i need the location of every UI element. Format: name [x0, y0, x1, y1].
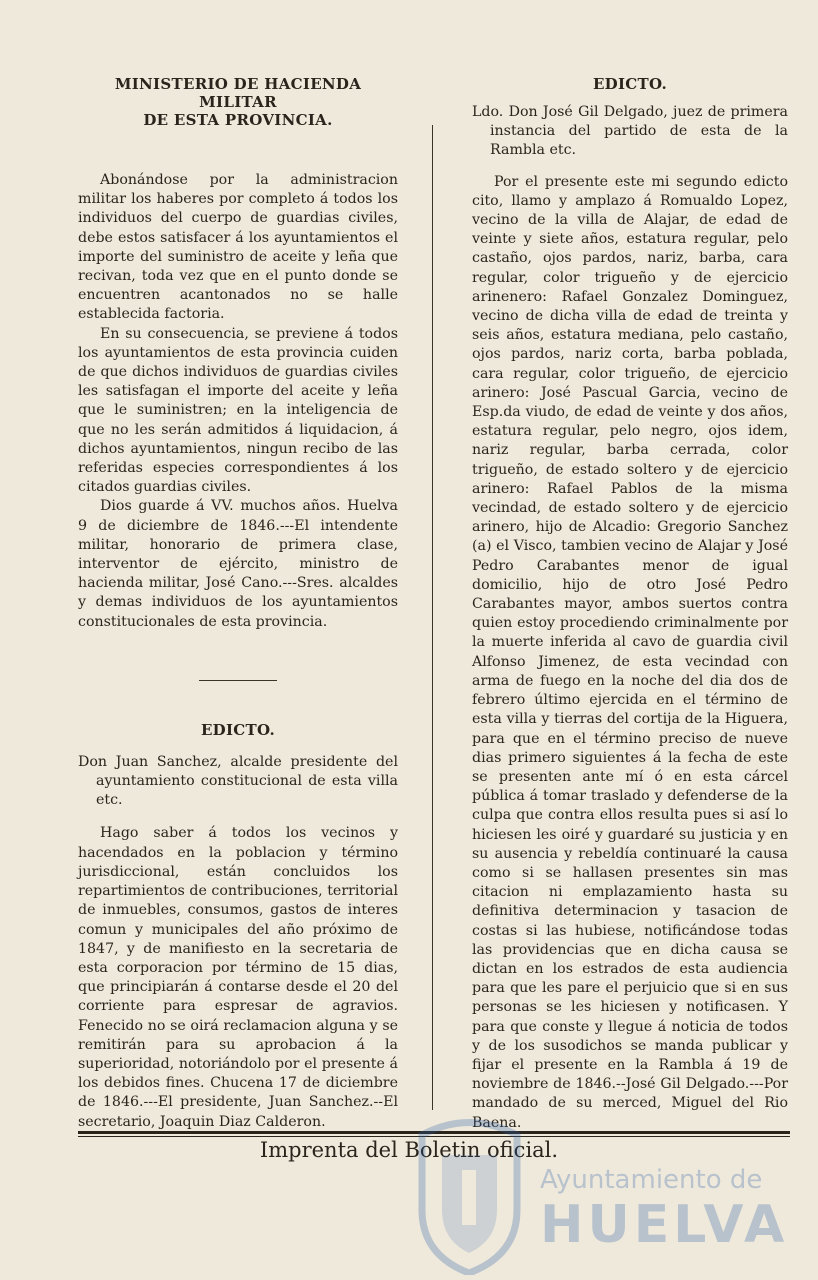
right-column [472, 75, 788, 1133]
ministry-heading-line2: DE ESTA PROVINCIA. [143, 111, 333, 129]
printer-imprint: Imprenta del Boletin oficial. [259, 1138, 559, 1162]
watermark-line2: HUELVA [540, 1195, 789, 1255]
edicto-title-right: EDICTO. [592, 75, 668, 93]
edicto-header-left: Don Juan Sanchez, alcalde presidente del ayuntamiento constitucional de esta villa etc. [78, 753, 398, 809]
edicto-body-right: Por el presente este mi segundo edicto cito, llamo y amplazo á Romualdo Lopez, vecino de la villa de Alajar, de edad de veinte y siete años, estatura regular, pelo castaño, ojos pardos, nariz, barba, cara regular, color trigueño y de ejercicio arinenero: Rafael Gonzalez Dominguez, vecino de dicha villa de edad de treinta y seis años, estatura mediana, pelo castaño, ojos pardos, nariz corta, barba poblada, cara regular, color trigueño, de ejercicio arinero: José Pascual Garcia, vecino de Esp.da viudo, de edad de veinte y dos años, estatura regular, pelo negro, ojos idem, nariz regular, barba cerrada, color trigueño, de estado soltero y de ejercicio arinero: Rafael Pablos de la misma vecindad, de estado soltero y de ejercicio arinero, hijo de Alcadio: Gregorio Sanchez (a) el Visco, tambien vecino de Alajar y José Pedro Carabantes menor de igual domicilio, hijo de otro José Pedro Carabantes mayor, ambos suertos contra quien estoy procediendo criminalmente por la muerte inferida al cavo de guardia civil Alfonso Jimenez, de esta vecindad con arma de fuego en la noche del dia dos de febrero último ejercida en el término de esta villa y tierras del cortija de la Higuera, para que en el término preciso de nueve dias primero siguientes á la fecha de este se presenten ante mí ó en esta cárcel pública á tomar traslado y defenderse de la culpa que contra ellos resulta pues si así lo hiciesen les oiré y guardaré su justicia y en su ausencia y rebeldía continuaré la causa como si se hallasen presentes sin mas citacion ni emplazamiento hasta su definitiva determinacion y tasacion de costas si las hubiese, notificándose todas las providencias que en dicha causa se dictan en los estrados de esta audiencia para que les pare el perjuicio que si en sus personas se les hiciesen y notificasen. Y para que conste y llegue á noticia de todos y de los susodichos se manda publicar y fijar el presente en la Rambla á 19 de noviembre de 1846.--José Gil Delgado.---Por mandado de su merced, Miguel del Rio Baena. [472, 173, 788, 1131]
archive-watermark [400, 1115, 800, 1280]
edicto-header-right: Ldo. Don José Gil Delgado, juez de primera instancia del partido de esta de la Rambla etc. [472, 104, 788, 159]
ministry-heading-line1: MINISTERIO DE HACIENDA MILITAR [114, 75, 362, 111]
left-column [78, 75, 398, 1132]
huelva-seal-icon [412, 1115, 527, 1275]
ministry-paragraph-3: Dios guarde á VV. muchos años. Huelva 9 de diciembre de 1846.---El intendente militar, honorario de primera clase, interventor de ejército, ministro de hacienda militar, José Cano.---Sres. alcaldes y demas individuos de los ayuntamientos constitucionales de esta provincia. [78, 498, 398, 630]
column-divider [432, 125, 433, 1110]
edicto-title-left: EDICTO. [200, 720, 276, 739]
watermark-line1: Ayuntamiento de [540, 1165, 763, 1195]
ministry-paragraph-1: Abonándose por la administracion militar los haberes por completo á todos los individuos del cuerpo de guardias civiles, debe estos satisfacer á los ayuntamientos el importe del suministro de aceite y leña que recivan, toda vez que en el punto donde se encuentren acantonados no se halle establecida factoria. [78, 172, 398, 323]
edicto-body-left: Hago saber á todos los vecinos y hacendados en la poblacion y término jurisdiccional, están concluidos los repartimientos de contribuciones, territorial de inmuebles, consumos, gastos de interes comun y municipales del año próximo de 1847, y de manifiesto en la secretaria de esta corporacion por término de 15 dias, que principiarán á contarse desde el 20 del corriente para espresar de agravios. Fenecido no se oirá reclamacion alguna y se remitirán para su aprobacion á la superioridad, notoriándolo por el presente á los debidos fines. Chucena 17 de diciembre de 1846.---El presidente, Juan Sanchez.--El secretario, Joaquin Diaz Calderon. [78, 825, 398, 1130]
ministry-paragraph-2: En su consecuencia, se previene á todos los ayuntamientos de esta provincia cuiden de que dichos individuos de guardias civiles les satisfagan el importe del aceite y leña que le suministren; en la inteligencia de que no les serán admitidos á liquidacion, á dichos ayuntamientos, ningun recibo de las referidas especies correspondientes á los citados guardias civiles. [78, 325, 398, 496]
